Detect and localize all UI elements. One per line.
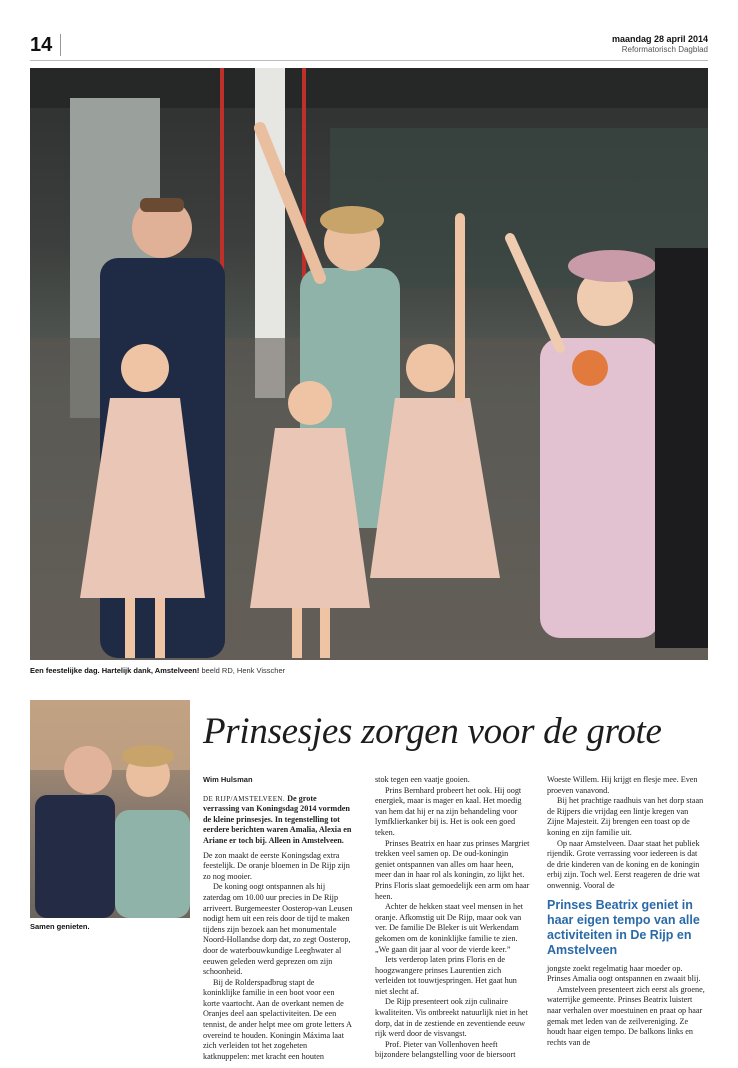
- article-lead-paragraph: [203, 794, 353, 847]
- article-headline: Prinsesjes zorgen voor de grote: [203, 711, 662, 752]
- article-column-2: [375, 775, 530, 1061]
- paragraph: Prins Bernhard probeert het ook. Hij oogt energiek, maar is mager en kaal. Het moedig van hem dat hij er na zijn behandeling voor lymfklierkanker bij is. Het is ook een goed teken.: [375, 785, 522, 837]
- paragraph: Iets verderop laten prins Floris en de hoogzwangere prinses Laurentien zich verleiden tot touwtjespringen. Het gaat hun niet slecht af.: [375, 955, 517, 996]
- paragraph: Achter de hekken staat veel mensen in het oranje. Afkomstig uit De Rijp, maar ook van ver. De familie De Bleker is uit Werkendam gekomen om de koninklijke familie te zien. „We gaan dit jaar al voor de vierde keer.”: [375, 902, 523, 954]
- paragraph: Bij de Rolderspadbrug stapt de koninklijke familie in een boot voor een korte vaartocht. Aan de overkant nemen de Oranjes deel aan spelactiviteiten. De een tennist, de ander helpt mee om grote letters A overeind te houden. Koningin Máxima laat zich verleiden tot het zogeheten katknuppelen: met kracht een houten: [203, 977, 352, 1061]
- main-photo-caption: [30, 666, 285, 675]
- photo-credit: beeld RD, Henk Visscher: [201, 666, 286, 675]
- side-photo-caption: Samen genieten.: [30, 922, 90, 931]
- paragraph: De koning oogt ontspannen als hij zaterdag om 10.00 uur precies in De Rijp arriveert. Burgemeester Oosterop-van Leusen nodigt hem uit een reis door de tijd te maken tijdens zijn bezoek aan het monumentale Noord-Hollandse dorp dat, zo zegt Oosterop, door de waterbouwkundige Leeghwater al eeuwen geleden werd geprezen om zijn schoonheid.: [203, 882, 353, 977]
- paragraph: stok tegen een vaatje gooien.: [375, 775, 470, 784]
- header-rule: [30, 60, 708, 61]
- issue-date: maandag 28 april 2014: [611, 34, 708, 44]
- byline: Wim Hulsman: [203, 775, 253, 784]
- masthead: [612, 34, 708, 54]
- paragraph: De zon maakt de eerste Koningsdag extra feestelijk. De oranje bloemen in De Rijp zijn zo nog mooier.: [203, 850, 350, 881]
- paragraph: jongste zoekt regelmatig haar moeder op. Prinses Amalia oogt ontspannen en zwaait blij.: [547, 963, 701, 984]
- paragraph: Op naar Amstelveen. Daar staat het publiek rijendik. Grote verrassing voor iedereen is dat de drie kinderen van de koning en de koningin erbij zijn. Toch wel. Eerst reageren de drie wat onwennig. Vooral de: [547, 838, 700, 890]
- paragraph: Woeste Willem. Hij krijgt en flesje mee. Even proeven vanavond.: [547, 775, 698, 795]
- page-number-divider: [60, 34, 61, 56]
- main-caption-text: Een feestelijke dag. Hartelijk dank, Amstelveen!: [30, 666, 200, 675]
- newspaper-name: Reformatorisch Dagblad: [621, 45, 708, 54]
- article-subhead: Prinses Beatrix geniet in haar eigen tempo van alle activiteiten in De Rijp en Amstelveen: [547, 897, 700, 957]
- paragraph: De Rijp presenteert ook zijn culinaire kwaliteiten. Vis ontbreekt natuurlijk niet in het dorp, dat in de zestiende en zeventiende eeuw rijk werd door de visvangst.: [375, 997, 528, 1039]
- article-column-1: [203, 775, 353, 1062]
- side-photo-illustration: [30, 700, 190, 918]
- paragraph: Prof. Pieter van Vollenhoven heeft bijzondere belangstelling voor de biersoort: [375, 1039, 516, 1060]
- lead-text: De grote verrassing van Koningsdag 2014 vormden de kleine prinsesjes. In tegenstelling tot eerdere berichten waren Amalia, Alexia en Ariane er toch bij. Alleen in Amstelveen.: [203, 793, 352, 845]
- main-photo: [30, 68, 708, 660]
- paragraph: Amstelveen presenteert zich eerst als groene, waterrijke gemeente. Prinses Beatrix luistert naar verhalen over moestuinen en praat op haar gemak met leden van de zeilvereniging. Ze houdt haar eigen tempo. De balkons links en rechts van de: [547, 984, 705, 1047]
- paragraph: Prinses Beatrix en haar zus prinses Margriet trekken veel samen op. De oud-koningin geniet ontspannen van alles om haar heen, meer dan in haar rol als koningin, zo lijkt het. Prins Floris slaat gemoedelijk een arm om haar heen.: [375, 838, 530, 901]
- paragraph: Bij het prachtige raadhuis van het dorp staan de Rijpers die vrijdag een lintje kregen van Zijne Majesteit. Zij brengen een toast op de koning en zijn familie uit.: [547, 796, 704, 837]
- dateline: DE RIJP/AMSTELVEEN.: [203, 794, 286, 803]
- page-number: 14: [30, 34, 53, 56]
- article-column-3: [547, 775, 707, 1048]
- side-photo: [30, 700, 190, 918]
- main-photo-illustration: [30, 68, 708, 660]
